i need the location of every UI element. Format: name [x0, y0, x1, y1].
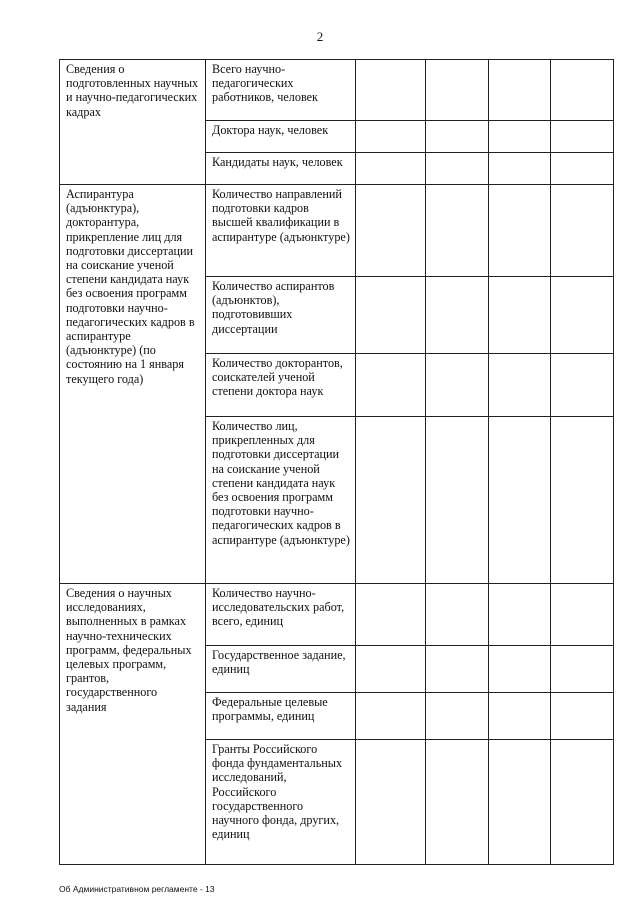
value-cell[interactable] — [426, 646, 489, 693]
table-row — [60, 584, 614, 646]
value-cell[interactable] — [356, 646, 426, 693]
value-cell[interactable] — [426, 584, 489, 646]
table-row — [60, 60, 614, 121]
row-label: Гранты Российского фонда фундаментальных исследований, Российского государственного научного фонда, других, единиц — [206, 740, 356, 865]
value-cell[interactable] — [356, 185, 426, 277]
value-cell[interactable] — [356, 153, 426, 185]
row-label: Всего научно-педагогических работников, человек — [206, 60, 356, 121]
value-cell[interactable] — [426, 185, 489, 277]
section-heading: Сведения о подготовленных научных и научно-педагогических кадрах — [60, 60, 206, 185]
report-table — [59, 59, 614, 865]
value-cell[interactable] — [489, 693, 551, 740]
row-label: Количество аспирантов (адъюнктов), подготовивших диссертации — [206, 277, 356, 354]
value-cell[interactable] — [426, 277, 489, 354]
value-cell[interactable] — [489, 417, 551, 584]
value-cell[interactable] — [356, 584, 426, 646]
value-cell[interactable] — [551, 277, 614, 354]
value-cell[interactable] — [489, 354, 551, 417]
row-label: Количество научно-исследовательских работ, всего, единиц — [206, 584, 356, 646]
value-cell[interactable] — [426, 60, 489, 121]
row-label: Кандидаты наук, человек — [206, 153, 356, 185]
value-cell[interactable] — [489, 60, 551, 121]
value-cell[interactable] — [489, 153, 551, 185]
value-cell[interactable] — [356, 121, 426, 153]
value-cell[interactable] — [551, 417, 614, 584]
value-cell[interactable] — [356, 740, 426, 865]
row-label: Государственное задание, единиц — [206, 646, 356, 693]
row-label: Количество направлений подготовки кадров высшей квалификации в аспирантуре (адъюнктуре) — [206, 185, 356, 277]
value-cell[interactable] — [489, 185, 551, 277]
footer-text: Об Административном регламенте - 13 — [59, 884, 215, 894]
value-cell[interactable] — [489, 277, 551, 354]
value-cell[interactable] — [426, 693, 489, 740]
value-cell[interactable] — [551, 153, 614, 185]
value-cell[interactable] — [356, 277, 426, 354]
value-cell[interactable] — [489, 740, 551, 865]
value-cell[interactable] — [551, 185, 614, 277]
value-cell[interactable] — [551, 693, 614, 740]
value-cell[interactable] — [551, 354, 614, 417]
value-cell[interactable] — [356, 693, 426, 740]
value-cell[interactable] — [489, 584, 551, 646]
value-cell[interactable] — [489, 646, 551, 693]
value-cell[interactable] — [426, 417, 489, 584]
value-cell[interactable] — [426, 153, 489, 185]
row-label: Доктора наук, человек — [206, 121, 356, 153]
value-cell[interactable] — [426, 354, 489, 417]
table-row — [60, 185, 614, 277]
value-cell[interactable] — [551, 584, 614, 646]
value-cell[interactable] — [356, 60, 426, 121]
page-number: 2 — [316, 29, 324, 44]
section-heading: Аспирантура (адъюнктура), докторантура, прикрепление лиц для подготовки диссертации на соискание ученой степени кандидата наук без освоения программ подготовки научно-педагогических кадров в аспирантуре (адъюнктуре) (по состоянию на 1 января текущего года) — [60, 185, 206, 584]
value-cell[interactable] — [356, 354, 426, 417]
row-label: Федеральные целевые программы, единиц — [206, 693, 356, 740]
section-heading: Сведения о научных исследованиях, выполненных в рамках научно-технических программ, федеральных целевых программ, грантов, государственного задания — [60, 584, 206, 865]
value-cell[interactable] — [551, 740, 614, 865]
value-cell[interactable] — [426, 121, 489, 153]
value-cell[interactable] — [551, 646, 614, 693]
value-cell[interactable] — [489, 121, 551, 153]
value-cell[interactable] — [551, 60, 614, 121]
value-cell[interactable] — [426, 740, 489, 865]
value-cell[interactable] — [551, 121, 614, 153]
value-cell[interactable] — [356, 417, 426, 584]
row-label: Количество докторантов, соискателей ученой степени доктора наук — [206, 354, 356, 417]
row-label: Количество лиц, прикрепленных для подготовки диссертации на соискание ученой степени кандидата наук без освоения программ подготовки научно-педагогических кадров в аспирантуре (адъюнктуре) — [206, 417, 356, 584]
